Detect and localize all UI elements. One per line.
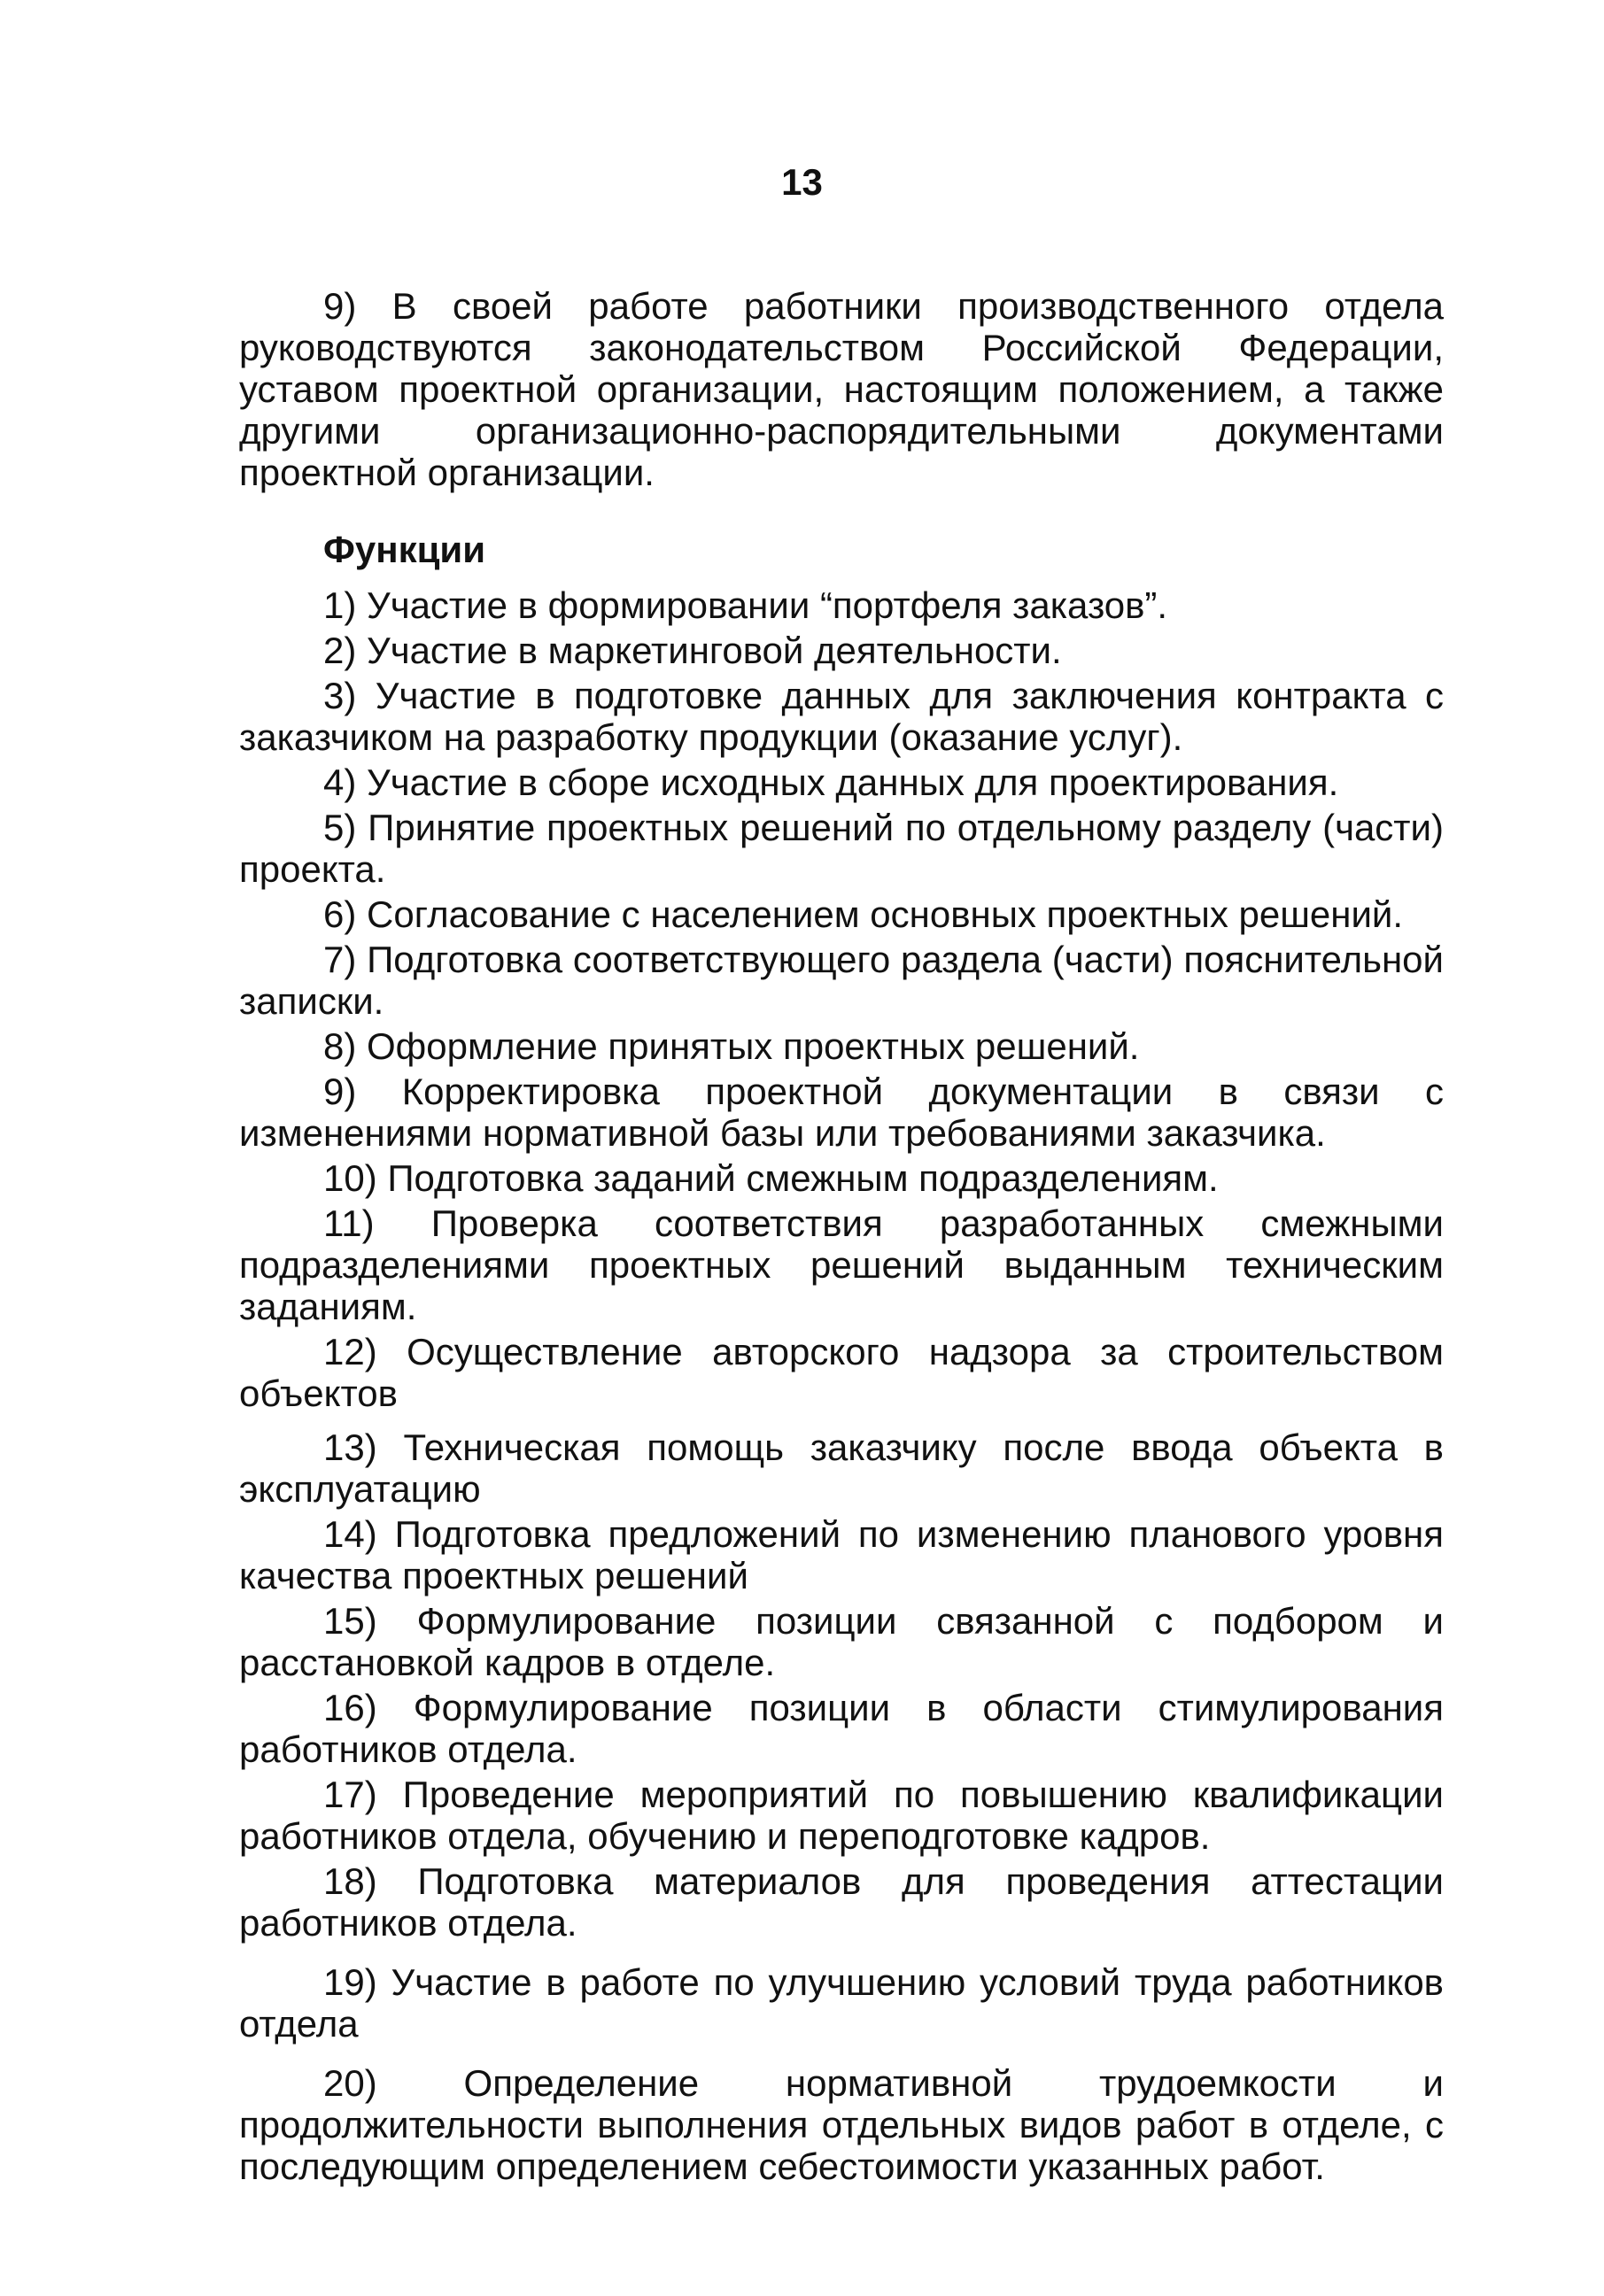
function-item-18: 18) Подготовка материалов для проведения аттестации работников отдела. <box>239 1860 1444 1944</box>
function-item-19: 19) Участие в работе по улучшению условий труда работников отдела <box>239 1961 1444 2045</box>
function-item-12: 12) Осуществление авторского надзора за строительством объектов <box>239 1331 1444 1414</box>
function-item-10: 10) Подготовка заданий смежным подразделениям. <box>323 1157 1219 1199</box>
function-item-20: 20) Определение нормативной трудоемкости и продолжительности выполнения отдельных видов работ в отделе, с последующим определением себестоимости указанных работ. <box>239 2062 1444 2187</box>
function-item-4: 4) Участие в сборе исходных данных для проектирования. <box>323 761 1339 803</box>
function-item-6: 6) Согласование с населением основных проектных решений. <box>323 893 1404 935</box>
function-item-16: 16) Формулирование позиции в области стимулирования работников отдела. <box>239 1687 1444 1770</box>
functions-list <box>239 583 1444 2189</box>
function-item-5: 5) Принятие проектных решений по отдельному разделу (части) проекта. <box>239 807 1444 890</box>
function-item-7: 7) Подготовка соответствующего раздела (части) пояснительной записки. <box>239 939 1444 1022</box>
page-number: 13 <box>781 161 823 203</box>
function-item-3: 3) Участие в подготовке данных для заключения контракта с заказчиком на разработку продукции (оказание услуг). <box>239 675 1444 758</box>
function-item-1: 1) Участие в формировании “портфеля заказов”. <box>323 584 1168 626</box>
function-item-14: 14) Подготовка предложений по изменению планового уровня качества проектных решений <box>239 1513 1444 1596</box>
function-item-9: 9) Корректировка проектной документации в связи с изменениями нормативной базы или требованиями заказчика. <box>239 1071 1444 1154</box>
function-item-2: 2) Участие в маркетинговой деятельности. <box>323 630 1062 671</box>
function-item-11: 11) Проверка соответствия разработанных смежными подразделениями проектных решений выданным техническим заданиям. <box>239 1202 1444 1327</box>
function-item-8: 8) Оформление принятых проектных решений. <box>323 1025 1140 1067</box>
intro-paragraph: 9) В своей работе работники производственного отдела руководствуются законодательством Российской Федерации, уставом проектной организации, настоящим положением, а также другими организационно-распорядительными документами проектной организации. <box>239 285 1444 493</box>
function-item-13: 13) Техническая помощь заказчику после ввода объекта в эксплуатацию <box>239 1426 1444 1510</box>
document-body <box>239 285 1444 2189</box>
function-item-15: 15) Формулирование позиции связанной с подбором и расстановкой кадров в отделе. <box>239 1600 1444 1683</box>
function-item-17: 17) Проведение мероприятий по повышению квалификации работников отдела, обучению и переподготовке кадров. <box>239 1774 1444 1857</box>
section-heading-functions: Функции <box>323 529 486 570</box>
